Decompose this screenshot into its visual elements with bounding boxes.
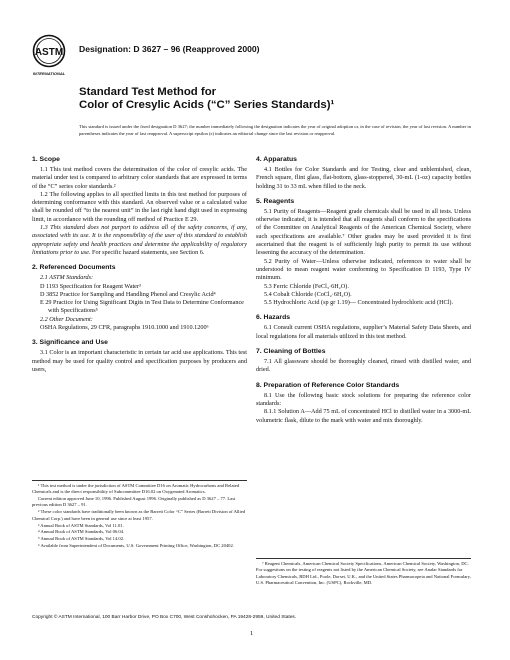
section-significance-heading: 3. Significance and Use [32, 339, 108, 347]
footnote: ⁷ Reagent Chemicals, American Chemical Society Specifications, American Chemical Society, Washington, DC. For suggestions on the testing of reagents not listed by the American Chemical Society, see Analar Standards for Laboratory Chemicals, BDH Ltd., Poole, Dorset, U.K., and the United States Pharmacopeia and National Formulary, U.S. Pharmaceutical Convention, Inc. (USPC), Rockville, MD. [256, 561, 471, 585]
paragraph-2-2: 2.2 Other Document: [40, 315, 93, 323]
logo-text: INTERNATIONAL [32, 71, 66, 76]
footnote: Current edition approved June 10, 1996. Published August 1996. Originally published as D 3627 – 77. Last previous edition D 3627 – 91. [32, 496, 236, 508]
document-title [79, 86, 439, 112]
section-references-heading: 2. Referenced Documents [32, 264, 116, 272]
paragraph-5-3: 5.3 Ferric Chloride (FeCl₃·6H₂O). [264, 282, 349, 290]
paragraph-3-1: 3.1 Color is an important characteristic in certain tar acid use applications. This test method may be used for quality control and specification purposes by producers and users, [32, 349, 247, 373]
paragraph-8-1-1: 8.1.1 Solution A—Add 75 mL of concentrated HCl to distilled water in a 3000-mL volumetric flask, dilute to the mark with water and mix thoroughly. [256, 408, 471, 424]
paragraph-1-3 [32, 224, 247, 257]
paragraph-5-4: 5.4 Cobalt Chloride (CoCl₂·6H₂O). [264, 290, 352, 298]
paragraph-5-5: 5.5 Hydrochloric Acid (sp gr 1.19)— Concentrated hydrochloric acid (HCl). [264, 299, 454, 307]
right-column [256, 155, 471, 425]
section-preparation-heading: 8. Preparation of Reference Color Standards [256, 381, 400, 389]
astm-logo [32, 34, 66, 78]
section-scope-heading: 1. Scope [32, 156, 60, 163]
section-hazards-heading: 6. Hazards [256, 314, 291, 322]
reference-osha: OSHA Regulations, 29 CFR, paragraphs 1910.1000 and 1910.1200⁶ [40, 324, 209, 332]
designation: Designation: D 3627 – 96 (Reapproved 2000) [79, 44, 260, 54]
safety-caveat: 1.3 This standard does not purport to address all of the safety concerns, if any, associated with its use. It is the responsibility of the user of this standard to establish appropriate safety and health practices and determine the applicability of regulatory limitations prior to use. [32, 224, 247, 256]
paragraph-8-1: 8.1 Use the following basic stock solutions for preparing the reference color standards: [256, 391, 471, 407]
footnotes-right [256, 558, 471, 587]
paragraph-5-2: 5.2 Purity of Water—Unless otherwise indicated, references to water shall be understood to mean reagent water conforming to Specification D 1193, Type IV minimum. [256, 257, 471, 282]
paragraph-1-1: 1.1 This test method covers the determination of the color of cresylic acids. The material under test is compared to arbitrary color standards that are expressed in terms of the “C” series color standards.² [32, 166, 247, 190]
footnote: ³ Annual Book of ASTM Standards, Vol 11.01. [38, 522, 124, 528]
svg-text:ASTM: ASTM [34, 47, 64, 58]
footnote: ⁶ Available from Superintendent of Documents, U.S. Government Printing Office, Washington, DC 20402. [38, 543, 234, 549]
paragraph-4-1: 4.1 Bottles for Color Standards and for Testing, clear and unblemished, clean, French square, flint glass, flat-bottom, glass-stoppered, 30-mL (1-oz) capacity bottles holding 31 to 33 mL when filled to the neck. [256, 166, 471, 190]
paragraph-7-1: 7.1 All glassware should be thoroughly cleaned, rinsed with distilled water, and dried. [256, 358, 471, 374]
reference-d3852: D 3852 Practice for Sampling and Handling Phenol and Cresylic Acid⁴ [40, 290, 216, 298]
paragraph-5-1: 5.1 Purity of Reagents—Reagent grade chemicals shall be used in all tests. Unless otherwise indicated, it is intended that all reagents shall conform to the specifications of the Committee on Analytical Reagents of the American Chemical Society, where such specifications are available.⁷ Other grades may be used provided it is first ascertained that the reagent is of sufficiently high purity to permit its use without lessening the accuracy of the determination. [256, 207, 471, 257]
hazard-reference: For specific hazard statements, see Section 6. [90, 248, 205, 256]
footnotes-left [32, 480, 247, 550]
footnote: ⁵ Annual Book of ASTM Standards, Vol 14.02. [38, 536, 125, 542]
paragraph-1-2: 1.2 The following applies to all specified limits in this test method for purposes of determining conformance with this standard. An observed value or a calculated value shall be rounded off “to the nearest unit” in the last right hand digit used in expressing limit, in accordance with the rounding off method of Practice E 29. [32, 190, 247, 223]
left-column [32, 155, 247, 374]
footnote: ¹ This test method is under the jurisdiction of ASTM Committee D16 on Aromatic Hydrocarbons and Related Chemicals and is the direct responsibility of Subcommittee D16.02 on Oxygenated Aromatics. [32, 483, 240, 495]
section-apparatus-heading: 4. Apparatus [256, 156, 297, 163]
section-reagents-heading: 5. Reagents [256, 197, 295, 205]
section-cleaning-heading: 7. Cleaning of Bottles [256, 348, 326, 356]
issued-note: This standard is issued under the fixed designation D 3627; the number immediately following the designation indicates the year of original adoption or, in the case of revision, the year of last revision. A number in parentheses indicates the year of last reapproval. A superscript epsilon (ε) indicates an editorial change since the last revision or reapproval. [79, 124, 471, 136]
reference-d1193: D 1193 Specification for Reagent Water³ [40, 282, 141, 290]
title-line-1: Standard Test Method for [79, 86, 217, 98]
title-line-2: Color of Cresylic Acids (“C” Series Standards)¹ [79, 99, 335, 111]
footnote: ² These color standards have traditionally been known as the Barrett Color “C” Series (Barrett Division of Allied Chemical Corp.) and have been in general use since at least 1957. [32, 509, 246, 521]
footnote: ⁴ Annual Book of ASTM Standards, Vol 06.04. [38, 529, 125, 535]
copyright-line: Copyright © ASTM International, 100 Barr Harbor Drive, PO Box C700, West Conshohocken, PA 19428-2959, United States. [32, 615, 297, 620]
reference-e29: E 29 Practice for Using Significant Digits in Test Data to Determine Conformance with Specifications⁵ [40, 299, 244, 315]
paragraph-2-1: 2.1 ASTM Standards: [40, 274, 94, 282]
paragraph-6-1: 6.1 Consult current OSHA regulations, supplier’s Material Safety Data Sheets, and local regulations for all materials utilized in this test method. [256, 324, 471, 340]
page-number: 1 [250, 630, 254, 637]
